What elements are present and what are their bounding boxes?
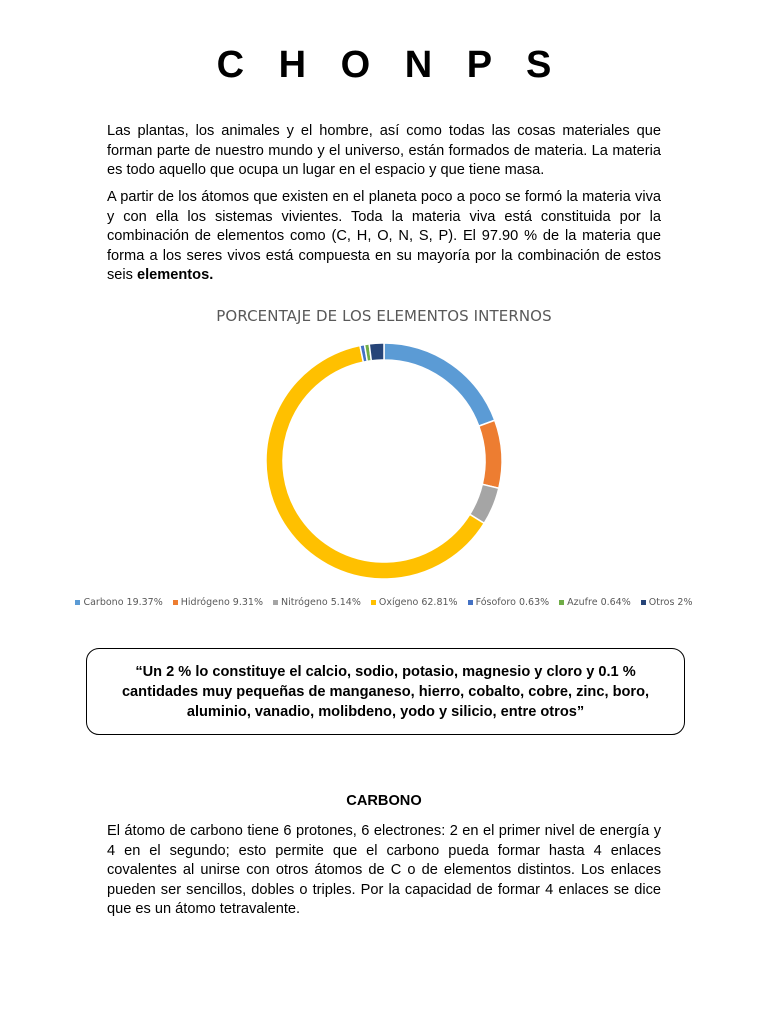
legend-swatch: [273, 600, 278, 605]
intro-paragraph: Las plantas, los animales y el hombre, así como todas las cosas materiales que forman parte de nuestro mundo y el universo, están formados de materia. La materia es todo aquello que ocupa un lugar en el espacio y que tiene masa.: [107, 123, 661, 179]
quote-box: [86, 648, 685, 735]
legend-label: Azufre 0.64%: [567, 597, 631, 608]
chart-title: PORCENTAJE DE LOS ELEMENTOS INTERNOS: [216, 307, 552, 325]
legend-item: [641, 597, 693, 608]
slice-otros: [369, 343, 384, 361]
elements-paragraph-bold: elementos.: [137, 267, 214, 284]
legend-label: Nitrógeno 5.14%: [280, 597, 361, 608]
legend-swatch: [371, 600, 376, 605]
quote-text: “Un 2 % lo constituye el calcio, sodio, potasio, magnesio y cloro y 0.1 % cantidades muy pequeñas de manganeso, hierro, cobalto, cobre, zinc, boro, aluminio, vanadio, molibdeno, yodo y silicio, entre otros”: [121, 663, 650, 720]
legend-label: Hidrógeno 9.31%: [180, 597, 263, 608]
carbon-paragraph: El átomo de carbono tiene 6 protones, 6 electrones: 2 en el primer nivel de energía y 4 en el segundo; esto permite que el carbono pueda formar hasta 4 enlaces covalentes al unirse con otros átomos de C o de elementos distintos. Los enlaces pueden ser sencillos, dobles o triples. Por la capacidad de formar 4 enlaces se dice que es un átomo tetravalente.: [107, 823, 661, 918]
legend-label: Carbono 19.37%: [83, 597, 163, 608]
legend-item: [75, 597, 162, 608]
legend-item: [273, 597, 361, 608]
legend-label: Otros 2%: [648, 597, 693, 608]
page-title: C H O N P S: [216, 44, 564, 86]
legend-item: [371, 597, 458, 608]
legend-item: [173, 597, 263, 608]
legend-swatch: [173, 600, 178, 605]
legend-item: [468, 597, 550, 608]
doughnut-slices: [266, 343, 502, 579]
legend-swatch: [75, 600, 80, 605]
elements-paragraph-text: A partir de los átomos que existen en el planeta poco a poco se formó la materia viva y con ella los sistemas vivientes. Toda la materia viva está constituida por la combinación de elementos como (C, H, O, N, S, P). El 97.90 % de la materia que forma a los seres vivos está compuesta en su mayoría por la combinación de estos seis: [107, 189, 661, 284]
legend-swatch: [559, 600, 564, 605]
legend-item: [559, 597, 631, 608]
legend-label: Oxígeno 62.81%: [378, 597, 458, 608]
chart-legend: [0, 597, 768, 608]
slice-carbono: [384, 343, 495, 426]
section-title-carbono: CARBONO: [346, 793, 422, 809]
slice-hidrogeno: [479, 420, 502, 488]
legend-swatch: [468, 600, 473, 605]
legend-label: Fósoforo 0.63%: [475, 597, 550, 608]
legend-swatch: [641, 600, 646, 605]
